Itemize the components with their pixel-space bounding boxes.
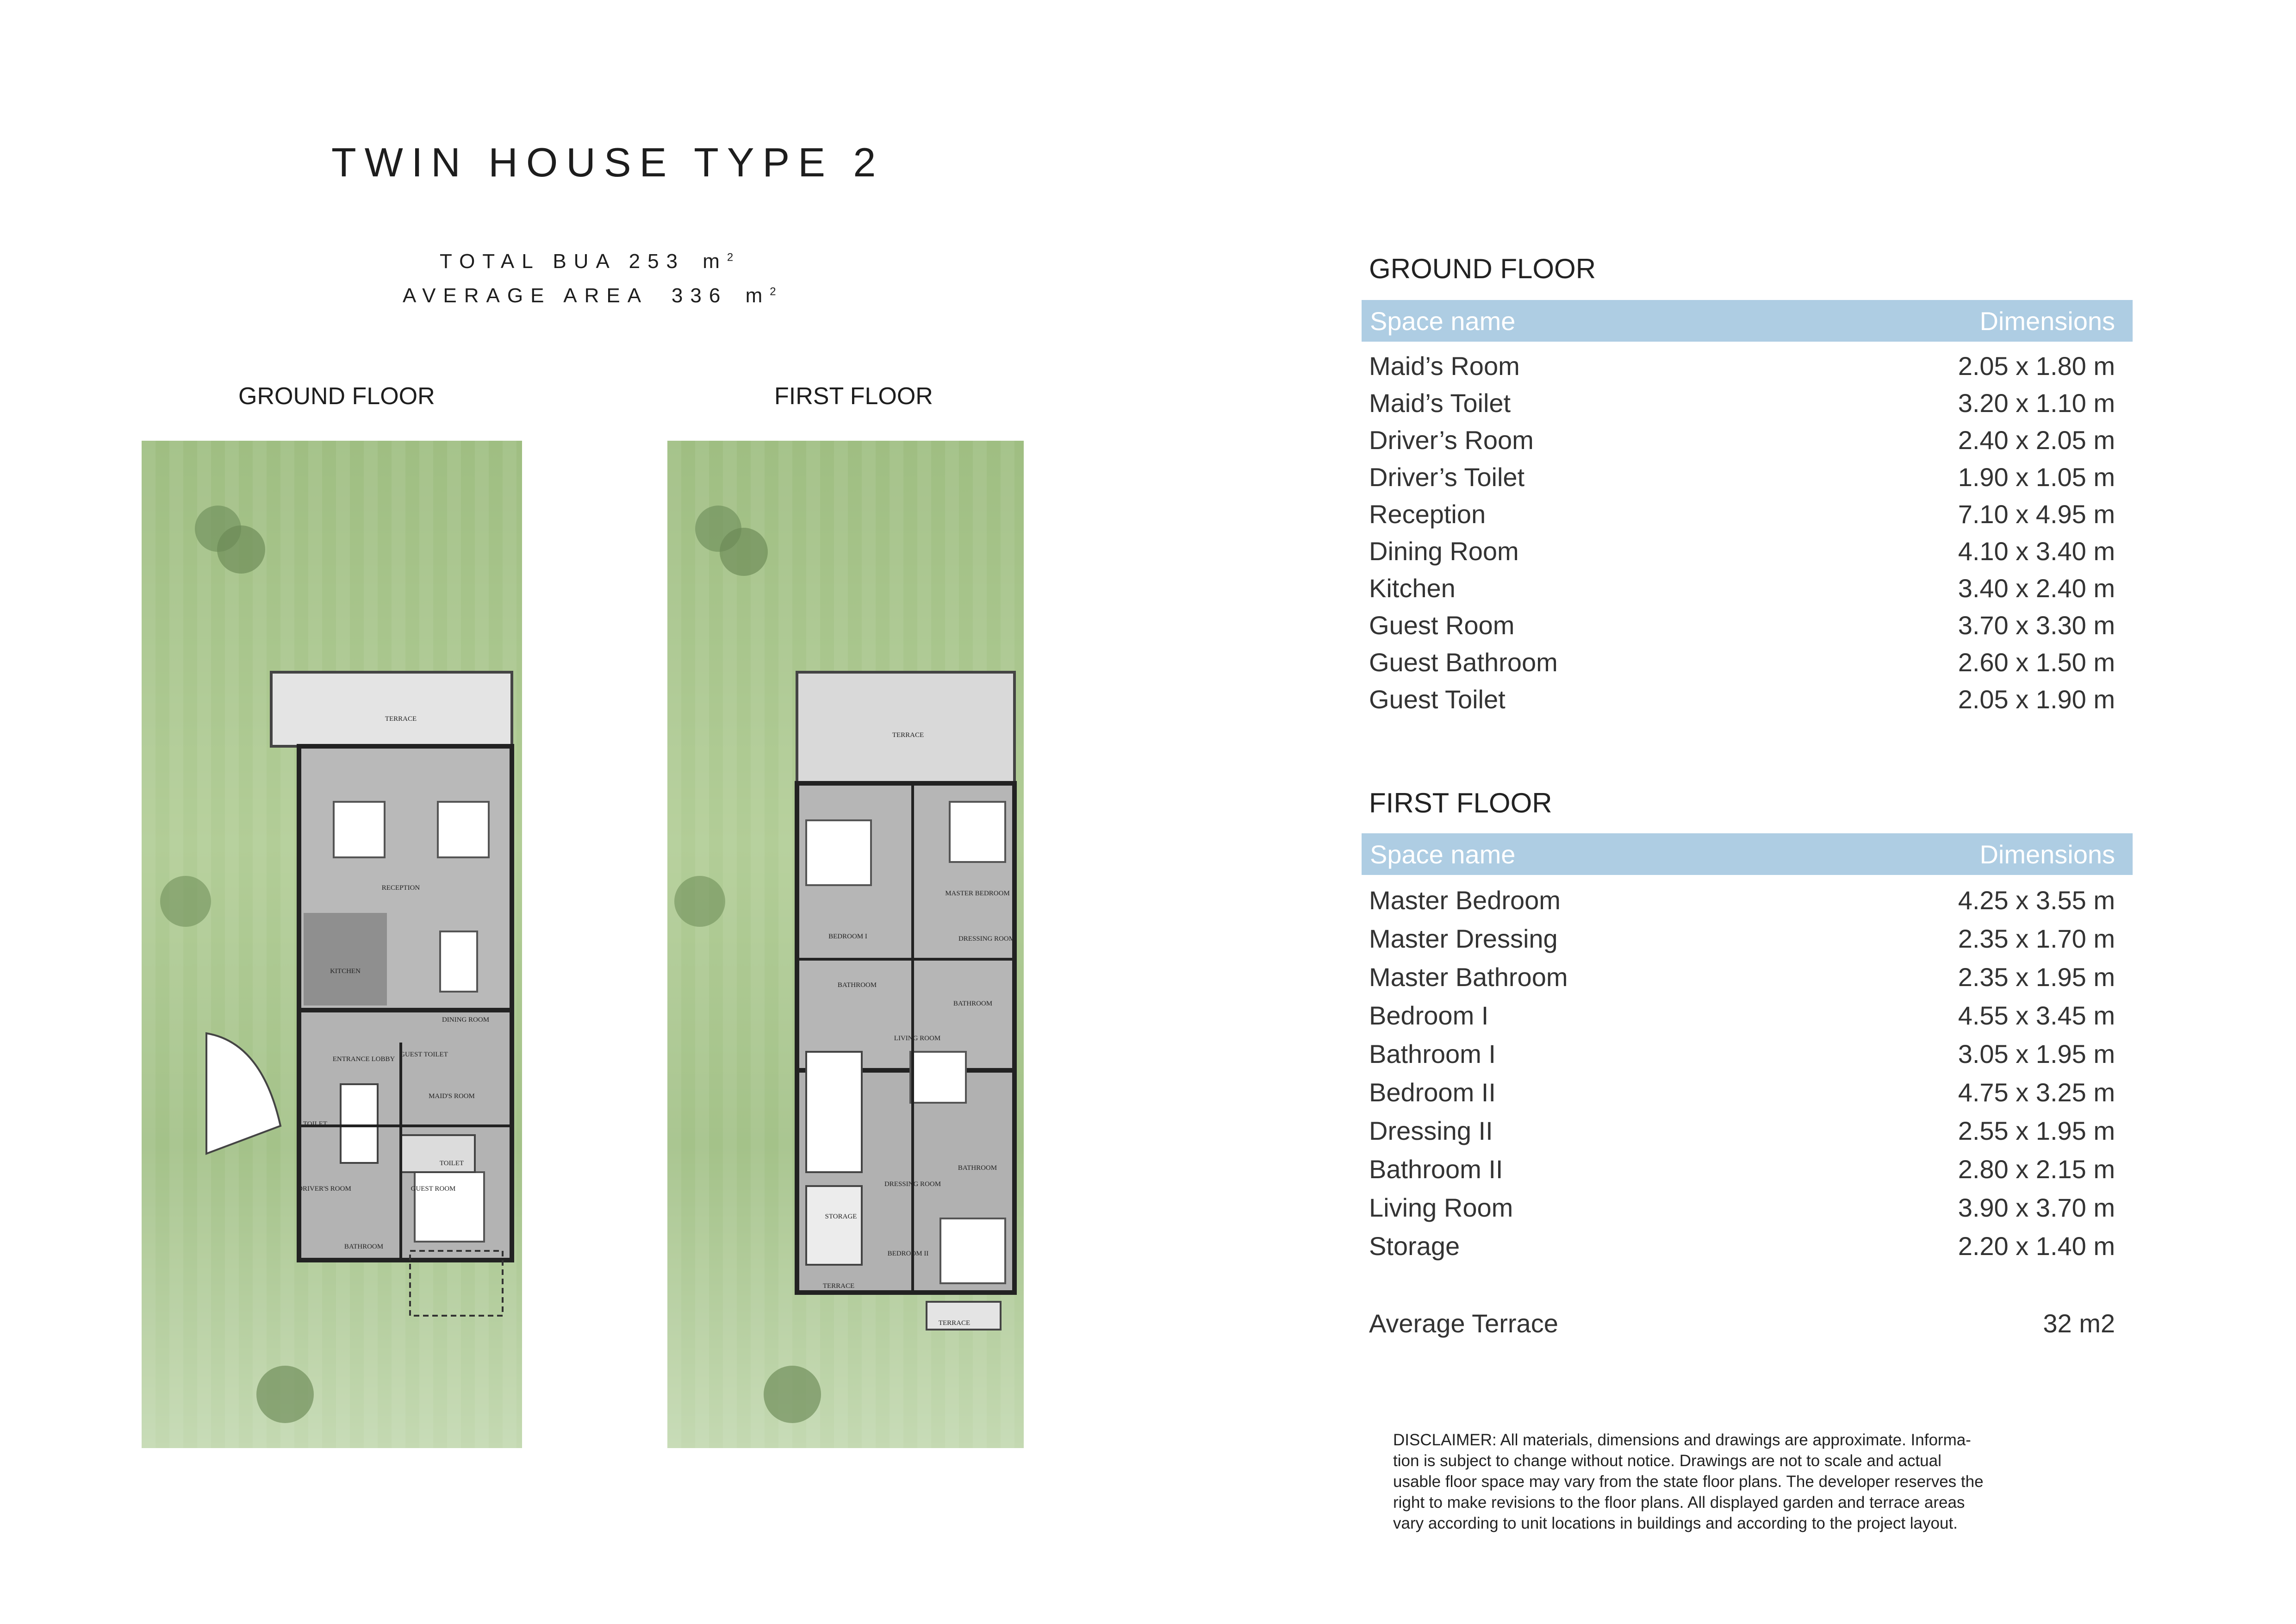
first-room-label: BEDROOM I xyxy=(828,933,867,940)
disclaimer-line: vary according to unit locations in buildings and according to the project layout. xyxy=(1393,1514,1958,1532)
ground-plan-label: GROUND FLOOR xyxy=(238,383,435,410)
first-floor-drawing xyxy=(667,441,1024,1448)
table-row: Master Bathroom 2.35 x 1.95 m xyxy=(1369,962,2115,992)
ground-room-label: TOILET xyxy=(439,1160,464,1167)
table-row: Driver’s Room 2.40 x 2.05 m xyxy=(1369,425,2115,455)
ground-room-label: MAID'S ROOM xyxy=(429,1093,475,1100)
avg-value: 336 xyxy=(671,284,728,307)
avg-unit: $m^2$ xyxy=(745,284,776,307)
table-row: Maid’s Room 2.05 x 1.80 m xyxy=(1369,351,2115,381)
tree-icon xyxy=(764,1366,821,1423)
bua-value: 253 xyxy=(628,250,685,273)
ground-room-label: TERRACE xyxy=(385,715,417,723)
col-dimensions: Dimensions xyxy=(1979,306,2115,336)
ground-room-label: DINING ROOM xyxy=(442,1016,490,1024)
ground-table-body xyxy=(1369,351,2115,721)
ground-room-label: DRIVER'S ROOM xyxy=(298,1185,351,1193)
disclaimer-line: DISCLAIMER: All materials, dimensions and drawings are approximate. Informa- xyxy=(1393,1431,1971,1449)
first-room-label: DRESSING ROOM xyxy=(884,1181,941,1188)
terrace-label: Average Terrace xyxy=(1369,1309,1558,1338)
table-row: Kitchen 3.40 x 2.40 m xyxy=(1369,574,2115,603)
bua-unit: $m^2$ xyxy=(703,250,734,273)
average-area xyxy=(403,284,776,307)
table-row: Dining Room 4.10 x 3.40 m xyxy=(1369,537,2115,566)
first-room-label: TERRACE xyxy=(938,1319,971,1327)
tree-icon xyxy=(217,525,265,574)
ground-table-header xyxy=(1362,300,2133,342)
ground-room-label: RECEPTION xyxy=(381,884,420,892)
col-dimensions: Dimensions xyxy=(1979,839,2115,869)
table-row: Bathroom I 3.05 x 1.95 m xyxy=(1369,1039,2115,1068)
ground-room-label: KITCHEN xyxy=(330,968,361,975)
avg-label: AVERAGE AREA xyxy=(403,284,647,307)
col-space-name: Space name xyxy=(1370,306,1516,336)
table-row: Bathroom II 2.80 x 2.15 m xyxy=(1369,1155,2115,1184)
first-room-label: BATHROOM xyxy=(953,1000,993,1007)
first-table-header xyxy=(1362,833,2133,875)
table-row: Maid’s Toilet 3.20 x 1.10 m xyxy=(1369,388,2115,418)
ground-room-label: TOILET xyxy=(303,1120,328,1128)
first-table-body xyxy=(1369,885,2115,1269)
first-plan-label: FIRST FLOOR xyxy=(774,383,933,410)
disclaimer-line: tion is subject to change without notice. Drawings are not to scale and actual xyxy=(1393,1452,1941,1470)
terrace-value: 32 m2 xyxy=(2043,1309,2115,1338)
table-row: Guest Bathroom 2.60 x 1.50 m xyxy=(1369,648,2115,677)
disclaimer-line: usable floor space may vary from the state floor plans. The developer reserves the xyxy=(1393,1473,1984,1491)
disclaimer xyxy=(1393,1430,2069,1534)
table-row: Storage 2.20 x 1.40 m xyxy=(1369,1231,2115,1261)
tree-icon xyxy=(256,1366,314,1423)
first-room-label: LIVING ROOM xyxy=(894,1035,941,1042)
average-terrace-row xyxy=(1369,1308,2115,1338)
first-floor-plan xyxy=(667,441,1024,1448)
first-room-label: BATHROOM xyxy=(837,981,877,989)
table-row: Guest Toilet 2.05 x 1.90 m xyxy=(1369,685,2115,714)
table-row: Dressing II 2.55 x 1.95 m xyxy=(1369,1116,2115,1145)
first-room-label: DRESSING ROOM xyxy=(958,935,1015,943)
ground-room-label: GUEST ROOM xyxy=(411,1185,456,1193)
table-row: Reception 7.10 x 4.95 m xyxy=(1369,500,2115,529)
disclaimer-line: right to make revisions to the floor plans. All displayed garden and terrace areas xyxy=(1393,1493,1965,1512)
bua-label: TOTAL BUA xyxy=(440,250,616,273)
tree-icon xyxy=(720,528,768,576)
table-row: Bedroom I 4.55 x 3.45 m xyxy=(1369,1001,2115,1030)
col-space-name: Space name xyxy=(1370,839,1516,869)
first-room-label: BATHROOM xyxy=(958,1164,997,1172)
first-room-label: TERRACE xyxy=(822,1282,855,1290)
table-row: Master Bedroom 4.25 x 3.55 m xyxy=(1369,886,2115,915)
ground-floor-plan xyxy=(142,441,522,1448)
first-room-label: BEDROOM II xyxy=(887,1250,929,1257)
ground-room-label: ENTRANCE LOBBY xyxy=(332,1056,395,1063)
first-room-label: TERRACE xyxy=(892,731,924,739)
first-room-label: MASTER BEDROOM xyxy=(945,890,1010,897)
page-title: TWIN HOUSE TYPE 2 xyxy=(331,139,884,185)
first-room-label: STORAGE xyxy=(825,1213,857,1220)
table-row: Bedroom II 4.75 x 3.25 m xyxy=(1369,1078,2115,1107)
tree-icon xyxy=(160,876,211,927)
ground-room-label: BATHROOM xyxy=(344,1243,384,1250)
table-row: Master Dressing 2.35 x 1.70 m xyxy=(1369,924,2115,953)
table-row: Guest Room 3.70 x 3.30 m xyxy=(1369,611,2115,640)
table-row: Driver’s Toilet 1.90 x 1.05 m xyxy=(1369,462,2115,492)
tree-icon xyxy=(674,876,725,927)
total-bua xyxy=(440,250,733,273)
ground-floor-heading: GROUND FLOOR xyxy=(1369,253,1596,284)
ground-room-label: GUEST TOILET xyxy=(400,1051,448,1058)
first-floor-heading: FIRST FLOOR xyxy=(1369,787,1552,818)
table-row: Living Room 3.90 x 3.70 m xyxy=(1369,1193,2115,1222)
ground-floor-drawing xyxy=(142,441,522,1448)
